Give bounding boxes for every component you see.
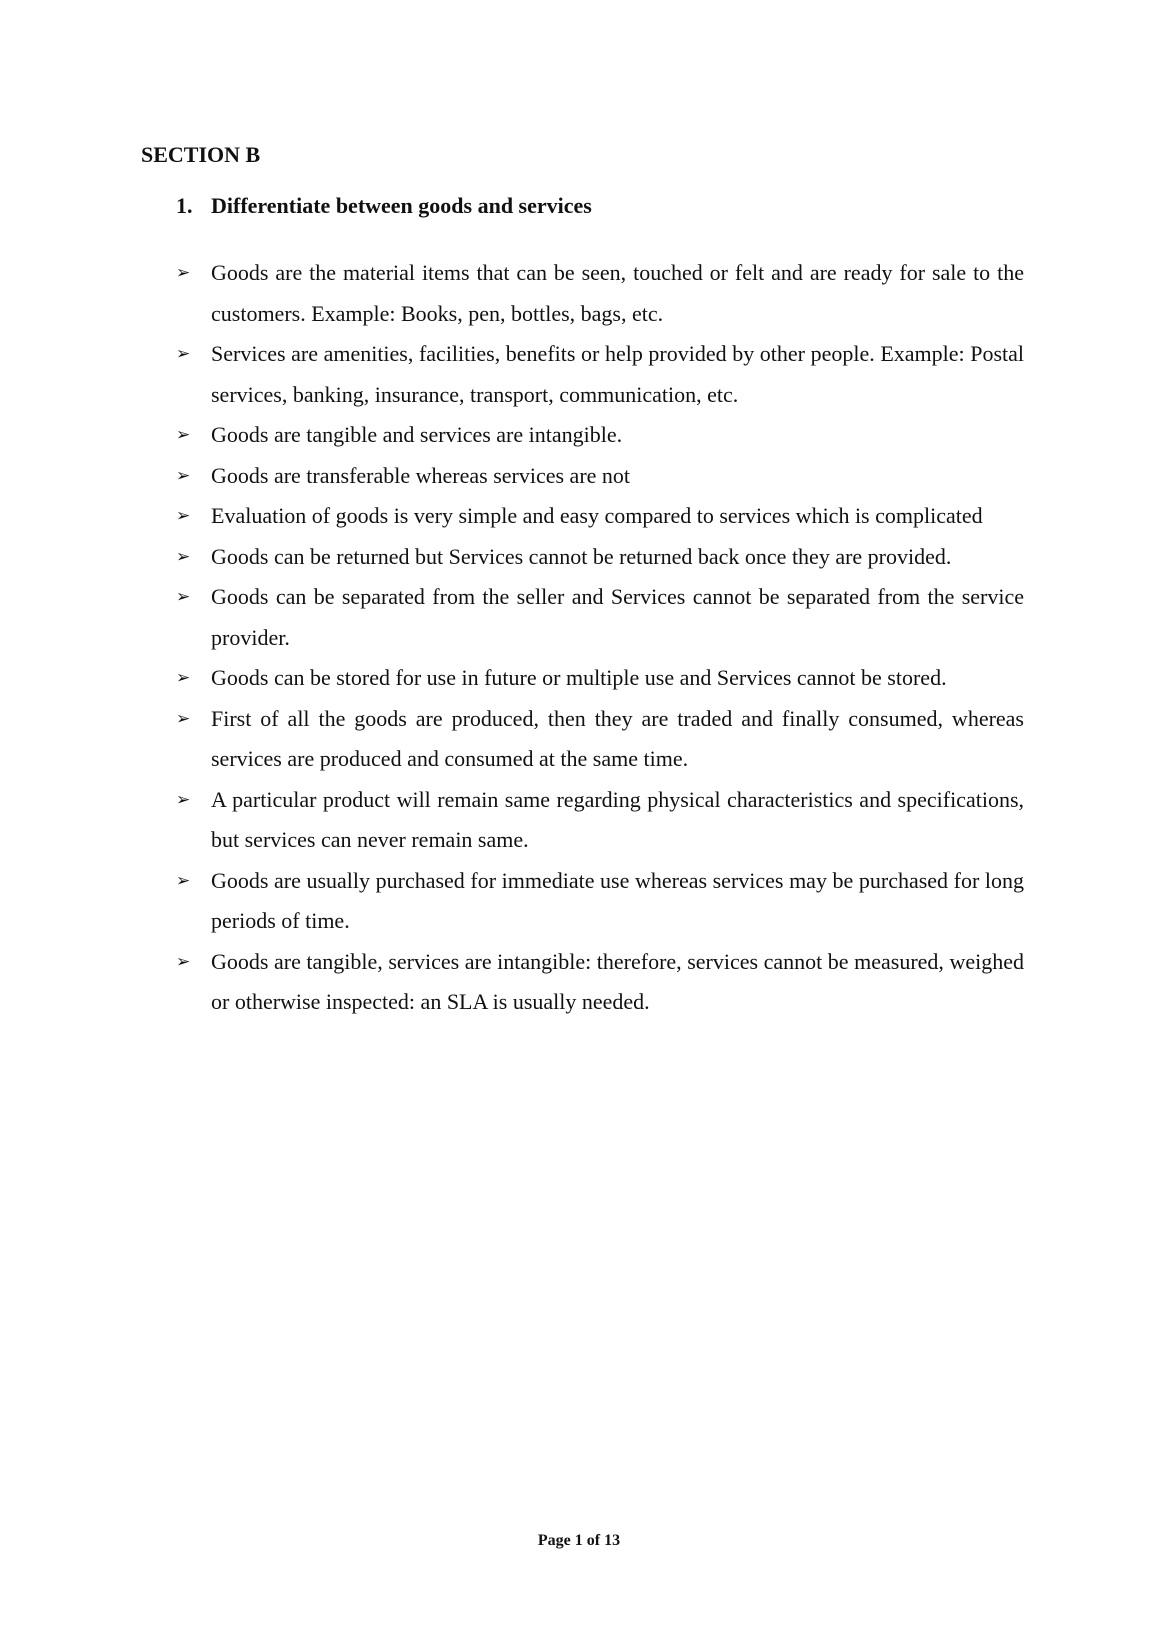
bullet-text: Goods can be stored for use in future or multiple use and Services cannot be stored.: [211, 665, 947, 690]
bullet-list: [176, 253, 1024, 1023]
arrow-bullet-icon: ➢: [176, 708, 191, 729]
bullet-text: Evaluation of goods is very simple and easy compared to services which is complicated: [211, 503, 983, 528]
arrow-bullet-icon: ➢: [176, 506, 191, 526]
question-number: 1.: [176, 193, 193, 218]
arrow-bullet-icon: ➢: [176, 546, 191, 567]
section-title: SECTION B: [141, 142, 261, 167]
list-item: [176, 699, 1024, 780]
arrow-bullet-icon: ➢: [176, 789, 191, 810]
list-item: [176, 496, 1024, 537]
bullet-text: First of all the goods are produced, then they are traded and finally consumed, whereas services are produced and consumed at the same time.: [211, 705, 1024, 771]
list-item: [176, 861, 1024, 942]
page-footer: Page 1 of 13: [537, 1532, 621, 1549]
arrow-bullet-icon: ➢: [176, 263, 191, 283]
arrow-bullet-icon: ➢: [176, 465, 191, 486]
bullet-text: Goods are transferable whereas services are not: [211, 462, 631, 488]
bullet-text: A particular product will remain same regarding physical characteristics and specifications, but services can never remain same.: [211, 786, 1024, 852]
question-text: Differentiate between goods and services: [211, 193, 592, 218]
arrow-bullet-icon: ➢: [176, 344, 191, 364]
list-item: [176, 658, 1024, 699]
list-item: [176, 456, 1024, 497]
arrow-bullet-icon: ➢: [176, 587, 191, 607]
arrow-bullet-icon: ➢: [176, 870, 191, 891]
list-item: [176, 780, 1024, 861]
arrow-bullet-icon: ➢: [176, 668, 191, 688]
bullet-text: Goods are tangible and services are intangible.: [211, 422, 623, 447]
bullet-text: Services are amenities, facilities, benefits or help provided by other people. Example: Postal services, banking, insurance, transport, communication, etc.: [211, 341, 1024, 407]
list-item: [176, 577, 1024, 658]
list-item: [176, 334, 1024, 415]
list-item: [176, 537, 1024, 578]
list-item: [176, 942, 1024, 1023]
bullet-text: Goods can be separated from the seller and Services cannot be separated from the service provider.: [211, 584, 1024, 650]
list-item: [176, 415, 1024, 456]
list-item: [176, 253, 1024, 334]
arrow-bullet-icon: ➢: [176, 425, 191, 445]
question-heading: [176, 191, 592, 221]
bullet-text: Goods are the material items that can be seen, touched or felt and are ready for sale to the customers. Example: Books, pen, bottles, bags, etc.: [211, 260, 1024, 326]
arrow-bullet-icon: ➢: [176, 951, 191, 972]
bullet-text: Goods are tangible, services are intangible: therefore, services cannot be measured, weighed or otherwise inspected: an SLA is usually needed.: [211, 948, 1024, 1014]
bullet-text: Goods can be returned but Services cannot be returned back once they are provided.: [211, 543, 952, 569]
bullet-text: Goods are usually purchased for immediate use whereas services may be purchased for long periods of time.: [211, 867, 1024, 933]
